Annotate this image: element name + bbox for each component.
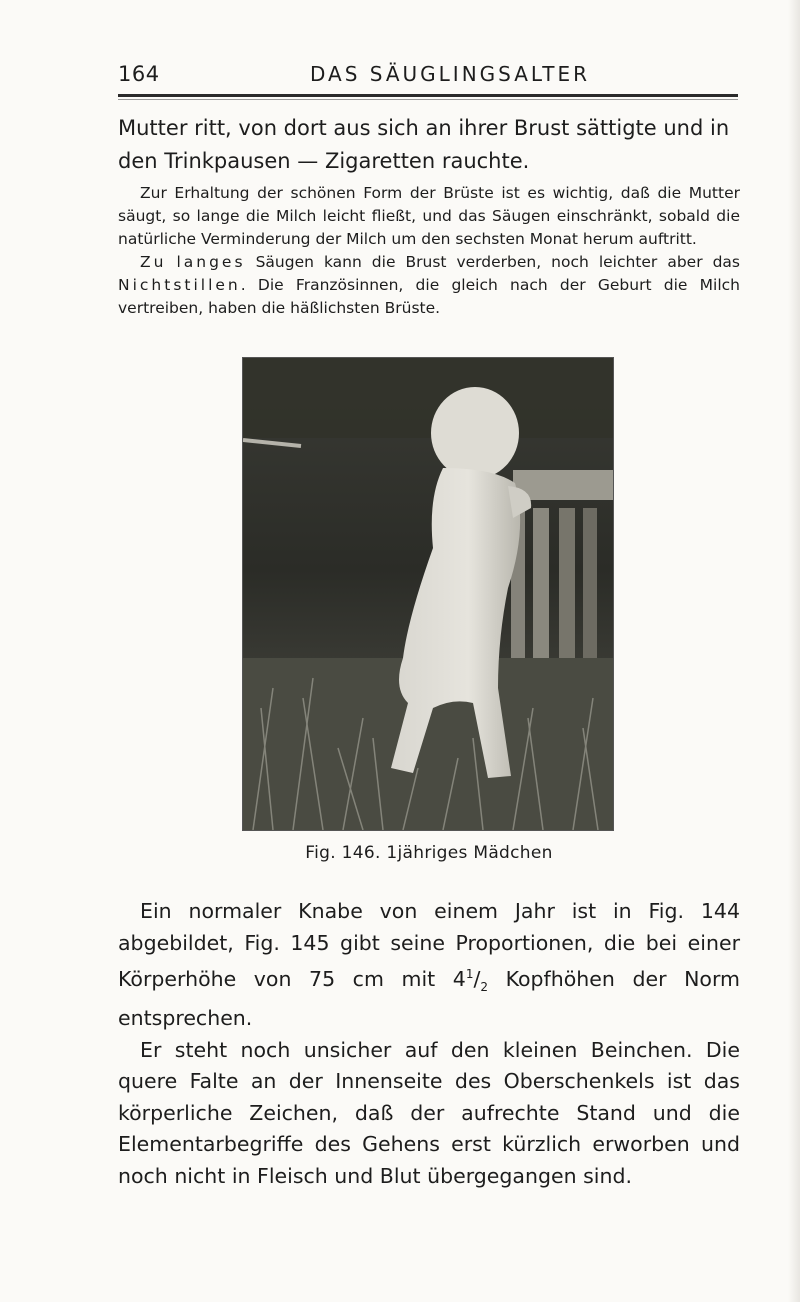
small-paragraph-2-part2: . Die Französinnen, die gleich nach der Geburt die Milch vertreiben, haben die häßlichsten Brüste. bbox=[118, 276, 740, 317]
emphasis-zu: Zu bbox=[140, 253, 167, 271]
photo-illustration bbox=[243, 358, 613, 830]
lead-paragraph: Mutter ritt, von dort aus sich an ihrer Brust sättigte und in den Trinkpausen — Zigaretten rauchte. bbox=[118, 116, 730, 173]
header-rule bbox=[118, 94, 738, 97]
fraction-denominator: 2 bbox=[480, 979, 489, 994]
small-paragraph-2-part1: Säugen kann die Brust verderben, noch leichter aber das bbox=[245, 253, 740, 271]
small-paragraph-2 bbox=[118, 251, 740, 320]
page-header bbox=[118, 58, 738, 92]
body-paragraph-1-part1: Ein normaler Knabe von einem Jahr ist in Fig. 144 abgebildet, Fig. 145 gibt seine Proportionen, die bei einer Körperhöhe von 75 cm mit 4 bbox=[118, 899, 740, 991]
emphasis-langes: langes bbox=[176, 253, 246, 271]
emphasis-nichtstillen: Nichtstillen bbox=[118, 276, 241, 294]
figure-caption: Fig. 146. 1jähriges Mädchen bbox=[305, 843, 553, 863]
body-section bbox=[118, 896, 740, 1192]
figure-photo bbox=[242, 357, 614, 831]
page-edge-shadow bbox=[788, 0, 800, 1302]
small-print-section bbox=[118, 182, 740, 320]
header-rule-thin bbox=[118, 99, 738, 100]
running-title: DAS SÄUGLINGSALTER bbox=[310, 62, 591, 86]
body-paragraph-1: Ein normaler Knabe von einem Jahr ist in Fig. 144 abgebildet, Fig. 145 gibt seine Proportionen, die bei einer Körperhöhe von 75 cm mit $4^1/_2$ Kopfhöhen der Norm entsprechen. bbox=[118, 899, 741, 1031]
fraction-numerator: 1 bbox=[465, 967, 474, 981]
small-paragraph-1: Zur Erhaltung der schönen Form der Brüste ist es wichtig, daß die Mutter säugt, so lange die Milch leicht fließt, und das Säugen einschränkt, sobald die natürliche Verminderung der Milch um den sechsten Monat herum auftritt. bbox=[118, 184, 740, 248]
body-paragraph-1-part2: Kopfhöhen der Norm entsprechen. bbox=[118, 966, 741, 1031]
page-number: 164 bbox=[118, 62, 160, 86]
body-paragraph-2: Er steht noch unsicher auf den kleinen Beinchen. Die quere Falte an der Innenseite des Oberschenkels ist das körperliche Zeichen, daß der aufrechte Stand und die Elementarbegriffe des Gehens erst kürzlich erworben und noch nicht in Fleisch und Blut übergegangen sind. bbox=[118, 1037, 740, 1188]
